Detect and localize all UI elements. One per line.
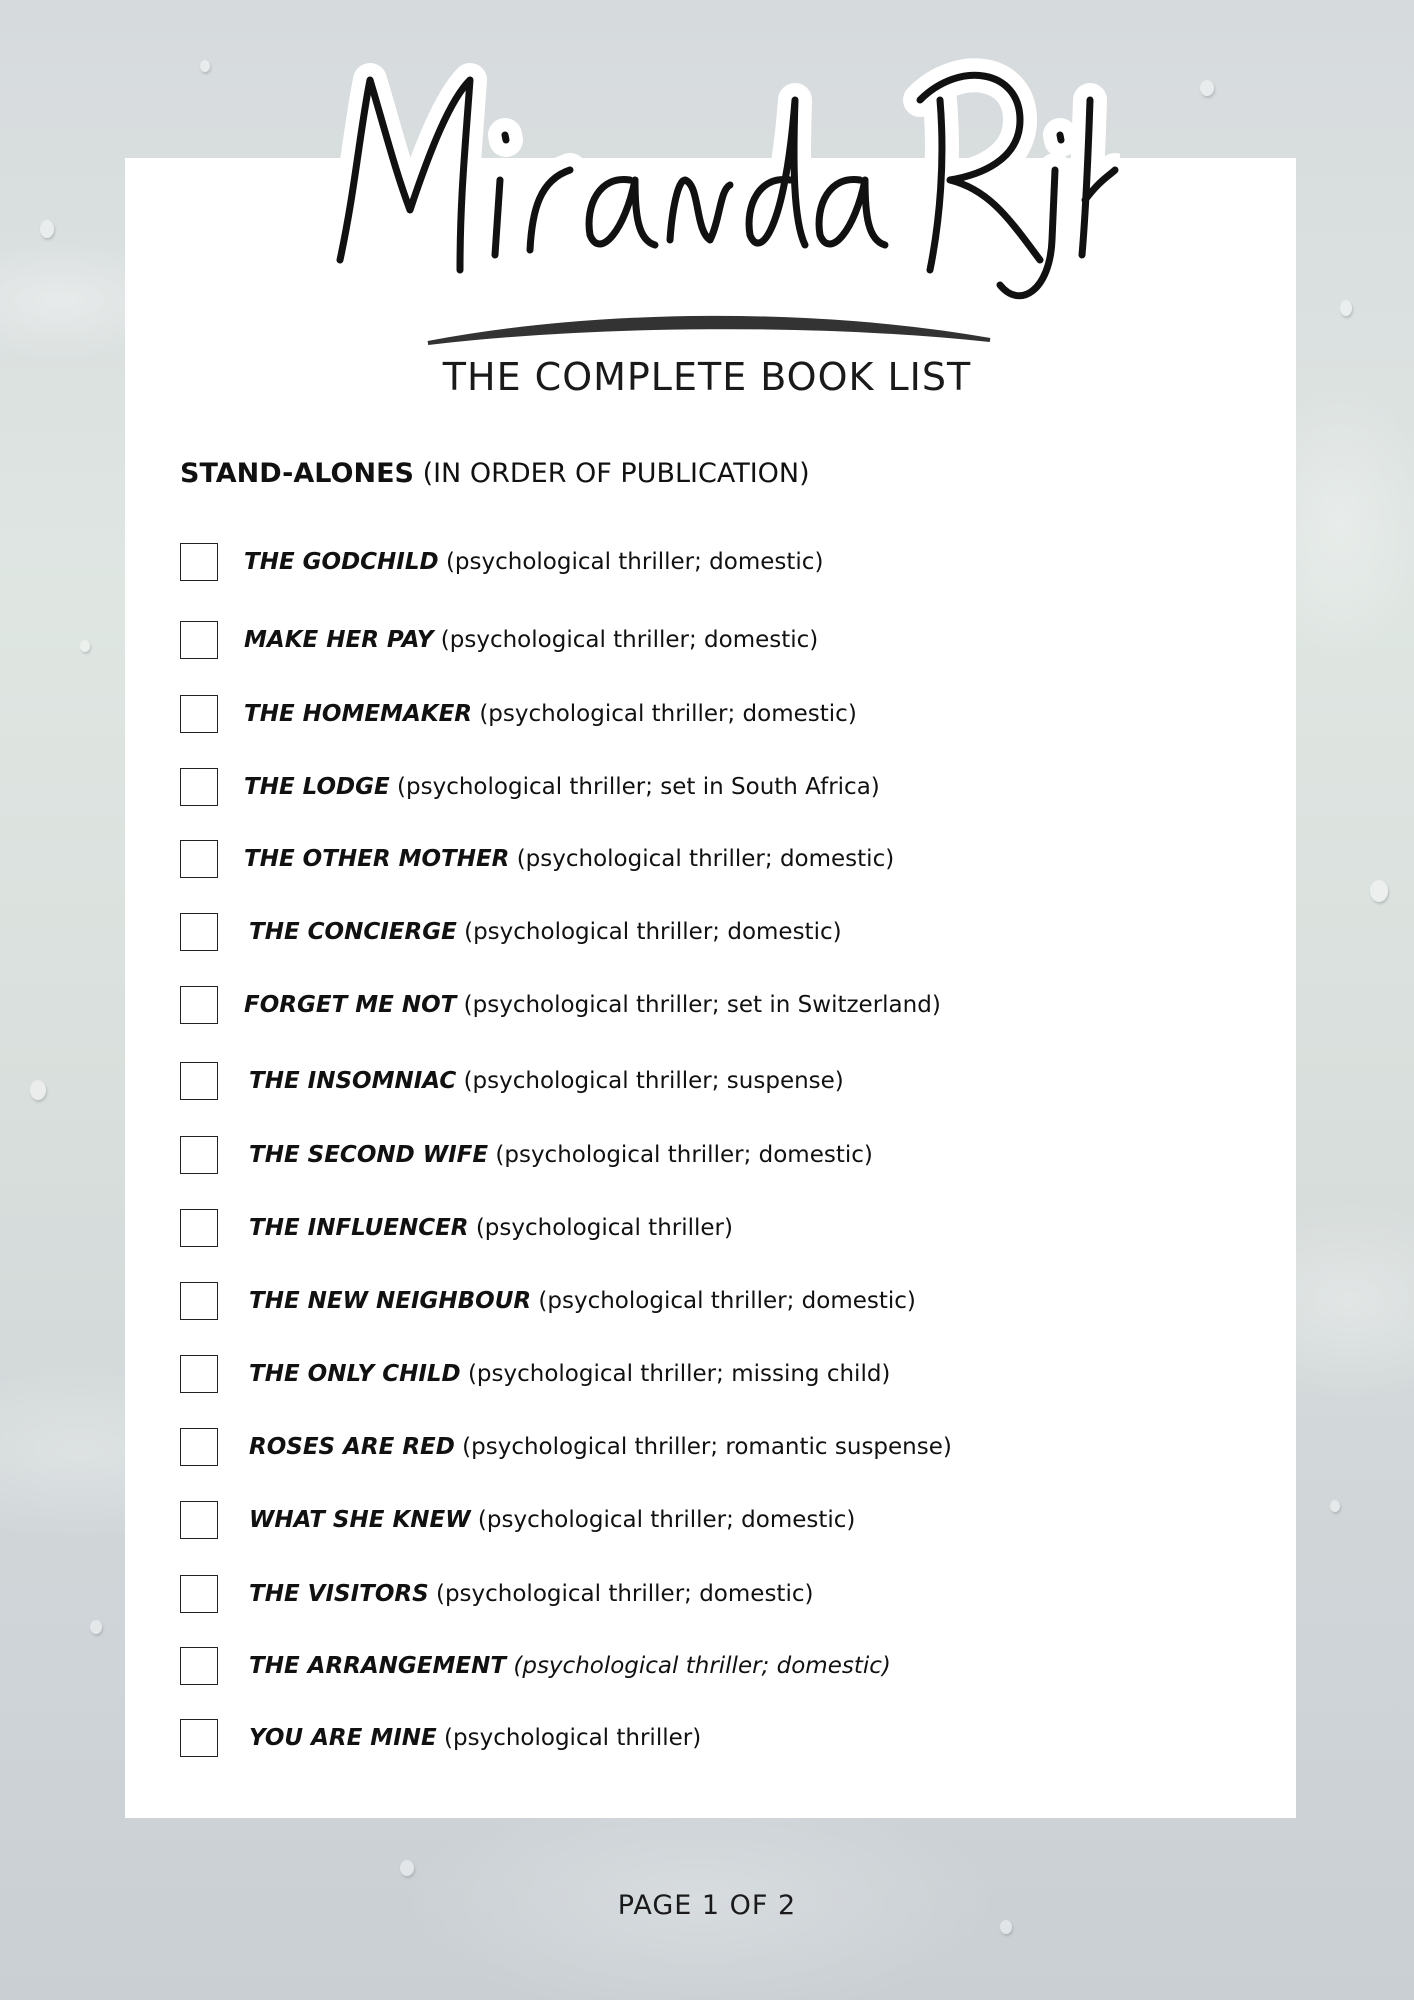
book-title: FORGET ME NOT [244,992,457,1018]
book-genre: (psychological thriller) [444,1725,702,1751]
book-checkbox[interactable] [180,913,218,951]
book-row [180,1428,1260,1468]
book-genre: (psychological thriller; domestic) [477,1507,856,1533]
book-row [180,695,1260,735]
book-row [180,913,1260,953]
book-row [180,543,1260,583]
book-genre: (psychological thriller; domestic) [538,1288,916,1314]
book-entry [249,1434,952,1460]
book-genre: (psychological thriller; domestic) [464,919,842,945]
book-checkbox[interactable] [180,1719,218,1757]
water-drop [40,220,54,238]
water-drop [30,1080,46,1100]
section-heading-bold: STAND-ALONES [180,458,414,489]
section-heading-rest: (IN ORDER OF PUBLICATION) [422,458,810,489]
book-row [180,1719,1260,1759]
book-title: WHAT SHE KNEW [249,1507,471,1533]
book-title: MAKE HER PAY [244,627,434,653]
book-title: THE NEW NEIGHBOUR [249,1288,532,1314]
book-genre: (psychological thriller; domestic) [495,1142,873,1168]
book-checkbox[interactable] [180,695,218,733]
book-entry [244,549,823,575]
book-row [180,1136,1260,1176]
book-entry [244,846,894,872]
book-checkbox[interactable] [180,1062,218,1100]
book-genre: (psychological thriller; set in Switzerland) [463,992,941,1018]
water-drop [1340,300,1352,316]
author-signature-logo [300,40,1120,350]
page-number: PAGE 1 OF 2 [617,1890,797,1921]
book-genre: (psychological thriller) [475,1215,733,1241]
book-entry [244,627,818,653]
book-entry [249,1215,733,1241]
book-checkbox[interactable] [180,1355,218,1393]
book-entry [249,919,842,945]
water-drop [1370,880,1388,902]
book-checkbox[interactable] [180,840,218,878]
book-title: THE OTHER MOTHER [244,846,510,872]
book-checkbox[interactable] [180,543,218,581]
book-title: ROSES ARE RED [249,1434,455,1460]
book-genre: (psychological thriller; missing child) [467,1361,891,1387]
book-title: THE ARRANGEMENT [249,1653,507,1679]
book-entry [244,992,941,1018]
book-row [180,986,1260,1026]
book-checkbox[interactable] [180,1575,218,1613]
book-genre: (psychological thriller; domestic) [445,549,824,575]
book-entry [249,1142,873,1168]
book-genre: (psychological thriller; domestic) [479,701,857,727]
book-title: THE SECOND WIFE [249,1142,489,1168]
book-row [180,1575,1260,1615]
page-subtitle: THE COMPLETE BOOK LIST [442,355,972,399]
book-entry [249,1653,891,1679]
water-drop [80,640,90,652]
book-row [180,1501,1260,1541]
book-title: THE VISITORS [249,1581,429,1607]
book-checkbox[interactable] [180,621,218,659]
swoosh-underline [428,318,990,343]
book-genre: (psychological thriller; domestic) [516,846,895,872]
book-genre: (psychological thriller; domestic) [435,1581,814,1607]
book-row [180,1355,1260,1395]
book-title: YOU ARE MINE [249,1725,437,1751]
water-drop [1200,80,1214,96]
book-checkbox[interactable] [180,1501,218,1539]
book-checkbox[interactable] [180,1282,218,1320]
book-checkbox[interactable] [180,1136,218,1174]
book-row [180,1647,1260,1687]
book-entry [249,1288,916,1314]
book-row [180,1209,1260,1249]
book-checkbox[interactable] [180,1647,218,1685]
book-title: THE LODGE [244,774,390,800]
water-drop [1000,1920,1012,1934]
book-row [180,621,1260,661]
book-entry [249,1725,701,1751]
book-entry [244,701,857,727]
book-checkbox[interactable] [180,1209,218,1247]
book-title: THE ONLY CHILD [249,1361,461,1387]
book-row [180,840,1260,880]
water-drop [200,60,210,72]
book-genre: (psychological thriller; domestic) [513,1653,891,1679]
water-drop [1330,1500,1340,1512]
book-row [180,1062,1260,1102]
book-genre: (psychological thriller; suspense) [463,1068,844,1094]
book-entry [249,1361,890,1387]
book-entry [249,1581,813,1607]
book-entry [249,1068,844,1094]
book-genre: (psychological thriller; set in South Africa) [397,774,880,800]
water-drop [400,1860,414,1876]
book-title: THE CONCIERGE [249,919,457,945]
book-title: THE GODCHILD [244,549,439,575]
book-entry [244,774,880,800]
book-title: THE INFLUENCER [249,1215,469,1241]
book-row [180,1282,1260,1322]
book-genre: (psychological thriller; romantic suspense) [462,1434,952,1460]
section-heading [180,458,810,489]
book-checkbox[interactable] [180,986,218,1024]
book-row [180,768,1260,808]
book-checkbox[interactable] [180,1428,218,1466]
book-title: THE HOMEMAKER [244,701,472,727]
book-title: THE INSOMNIAC [249,1068,457,1094]
book-genre: (psychological thriller; domestic) [440,627,819,653]
book-checkbox[interactable] [180,768,218,806]
water-drop [90,1620,102,1634]
book-entry [249,1507,855,1533]
